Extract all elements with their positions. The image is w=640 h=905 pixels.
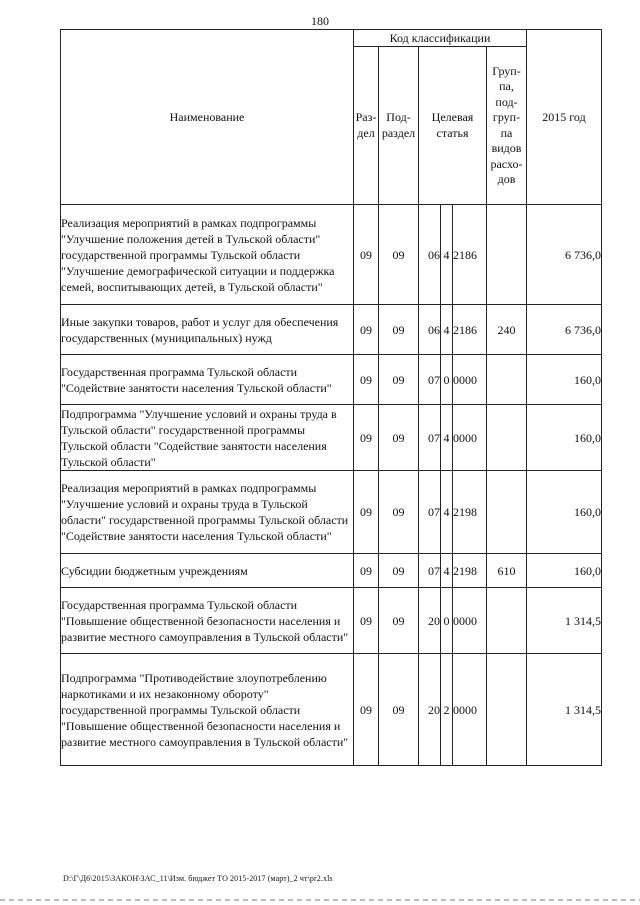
column-header-vid-raskhodov: Груп- па, под- груп- па видов расхо- дов [487, 47, 527, 205]
row-podrazdel: 09 [379, 305, 419, 355]
row-cs-program: 06 [419, 205, 441, 305]
row-cs-subprogram: 4 [441, 205, 453, 305]
row-vid-raskhodov [487, 205, 527, 305]
row-amount: 1 314,5 [527, 654, 602, 766]
row-cs-subprogram: 0 [441, 355, 453, 405]
row-vid-raskhodov [487, 405, 527, 471]
row-podrazdel: 09 [379, 205, 419, 305]
column-header-year: 2015 год [527, 30, 602, 205]
row-amount: 160,0 [527, 471, 602, 554]
row-cs-subprogram: 0 [441, 588, 453, 654]
column-header-podrazdel: Под- раздел [379, 47, 419, 205]
row-podrazdel: 09 [379, 355, 419, 405]
row-podrazdel: 09 [379, 471, 419, 554]
row-razdel: 09 [354, 305, 379, 355]
row-razdel: 09 [354, 554, 379, 588]
column-header-razdel: Раз- дел [354, 47, 379, 205]
scan-edge-artifact [0, 899, 640, 901]
row-name: Государственная программа Тульской области "Повышение общественной безопасности населения и развитие местного самоуправления в Тульской области" [61, 588, 354, 654]
file-path-footer: D:\Г\Д6\2015\ЗАКОН\ЗАС_11\Изм. бюджет ТО 2015-2017 (март)_2 чт\pr2.xls [63, 874, 333, 883]
row-amount: 6 736,0 [527, 205, 602, 305]
row-amount: 160,0 [527, 355, 602, 405]
table-row [61, 588, 602, 654]
row-name: Подпрограмма "Улучшение условий и охраны труда в Тульской области" государственной программы Тульской области "Содействие занятости населения Тульской области" [61, 405, 354, 471]
table-row [61, 355, 602, 405]
table-row [61, 554, 602, 588]
row-razdel: 09 [354, 654, 379, 766]
row-cs-direction: 0000 [453, 588, 487, 654]
row-razdel: 09 [354, 205, 379, 305]
column-header-tselevaya-statya: Целевая статья [419, 47, 487, 205]
row-cs-program: 07 [419, 471, 441, 554]
row-name: Субсидии бюджетным учреждениям [61, 554, 354, 588]
row-cs-direction: 0000 [453, 355, 487, 405]
table-row [61, 471, 602, 554]
table-row [61, 205, 602, 305]
row-amount: 1 314,5 [527, 588, 602, 654]
row-name: Реализация мероприятий в рамках подпрограммы "Улучшение условий и охраны труда в Тульской области" государственной программы Тульской области "Содействие занятости населения Тульской области" [61, 471, 354, 554]
row-cs-subprogram: 4 [441, 405, 453, 471]
row-name: Иные закупки товаров, работ и услуг для обеспечения государственных (муниципальных) нужд [61, 305, 354, 355]
row-podrazdel: 09 [379, 588, 419, 654]
row-cs-subprogram: 2 [441, 654, 453, 766]
row-vid-raskhodov [487, 588, 527, 654]
row-vid-raskhodov [487, 471, 527, 554]
table-row [61, 405, 602, 471]
row-podrazdel: 09 [379, 405, 419, 471]
row-cs-program: 07 [419, 554, 441, 588]
row-cs-direction: 2186 [453, 305, 487, 355]
row-amount: 6 736,0 [527, 305, 602, 355]
header-row-top [61, 30, 602, 47]
table-row [61, 305, 602, 355]
row-name: Подпрограмма "Противодействие злоупотреблению наркотиками и их незаконному обороту" государственной программы Тульской области "Повышение общественной безопасности населения и развитие местного самоуправления в Тульской области" [61, 654, 354, 766]
row-amount: 160,0 [527, 405, 602, 471]
row-vid-raskhodov [487, 654, 527, 766]
row-cs-direction: 2186 [453, 205, 487, 305]
row-cs-subprogram: 4 [441, 305, 453, 355]
row-razdel: 09 [354, 405, 379, 471]
row-podrazdel: 09 [379, 654, 419, 766]
row-cs-program: 07 [419, 405, 441, 471]
row-cs-direction: 0000 [453, 405, 487, 471]
table-body [61, 205, 602, 766]
row-cs-program: 06 [419, 305, 441, 355]
row-razdel: 09 [354, 355, 379, 405]
row-razdel: 09 [354, 471, 379, 554]
row-cs-program: 20 [419, 588, 441, 654]
row-cs-subprogram: 4 [441, 554, 453, 588]
row-cs-direction: 2198 [453, 554, 487, 588]
row-vid-raskhodov: 240 [487, 305, 527, 355]
page-number: 180 [311, 14, 329, 28]
row-cs-program: 07 [419, 355, 441, 405]
row-vid-raskhodov [487, 355, 527, 405]
column-header-name: Наименование [61, 30, 354, 205]
row-vid-raskhodov: 610 [487, 554, 527, 588]
row-name: Государственная программа Тульской области "Содействие занятости населения Тульской области" [61, 355, 354, 405]
row-cs-program: 20 [419, 654, 441, 766]
row-cs-direction: 2198 [453, 471, 487, 554]
row-cs-subprogram: 4 [441, 471, 453, 554]
table-row [61, 654, 602, 766]
row-cs-direction: 0000 [453, 654, 487, 766]
row-amount: 160,0 [527, 554, 602, 588]
row-name: Реализация мероприятий в рамках подпрограммы "Улучшение положения детей в Тульской области" государственной программы Тульской области "Улучшение демографической ситуации и поддержка семей, воспитывающих детей, в Тульской области" [61, 205, 354, 305]
budget-table [60, 29, 602, 766]
column-header-code-group: Код классификации [354, 30, 527, 47]
row-podrazdel: 09 [379, 554, 419, 588]
row-razdel: 09 [354, 588, 379, 654]
